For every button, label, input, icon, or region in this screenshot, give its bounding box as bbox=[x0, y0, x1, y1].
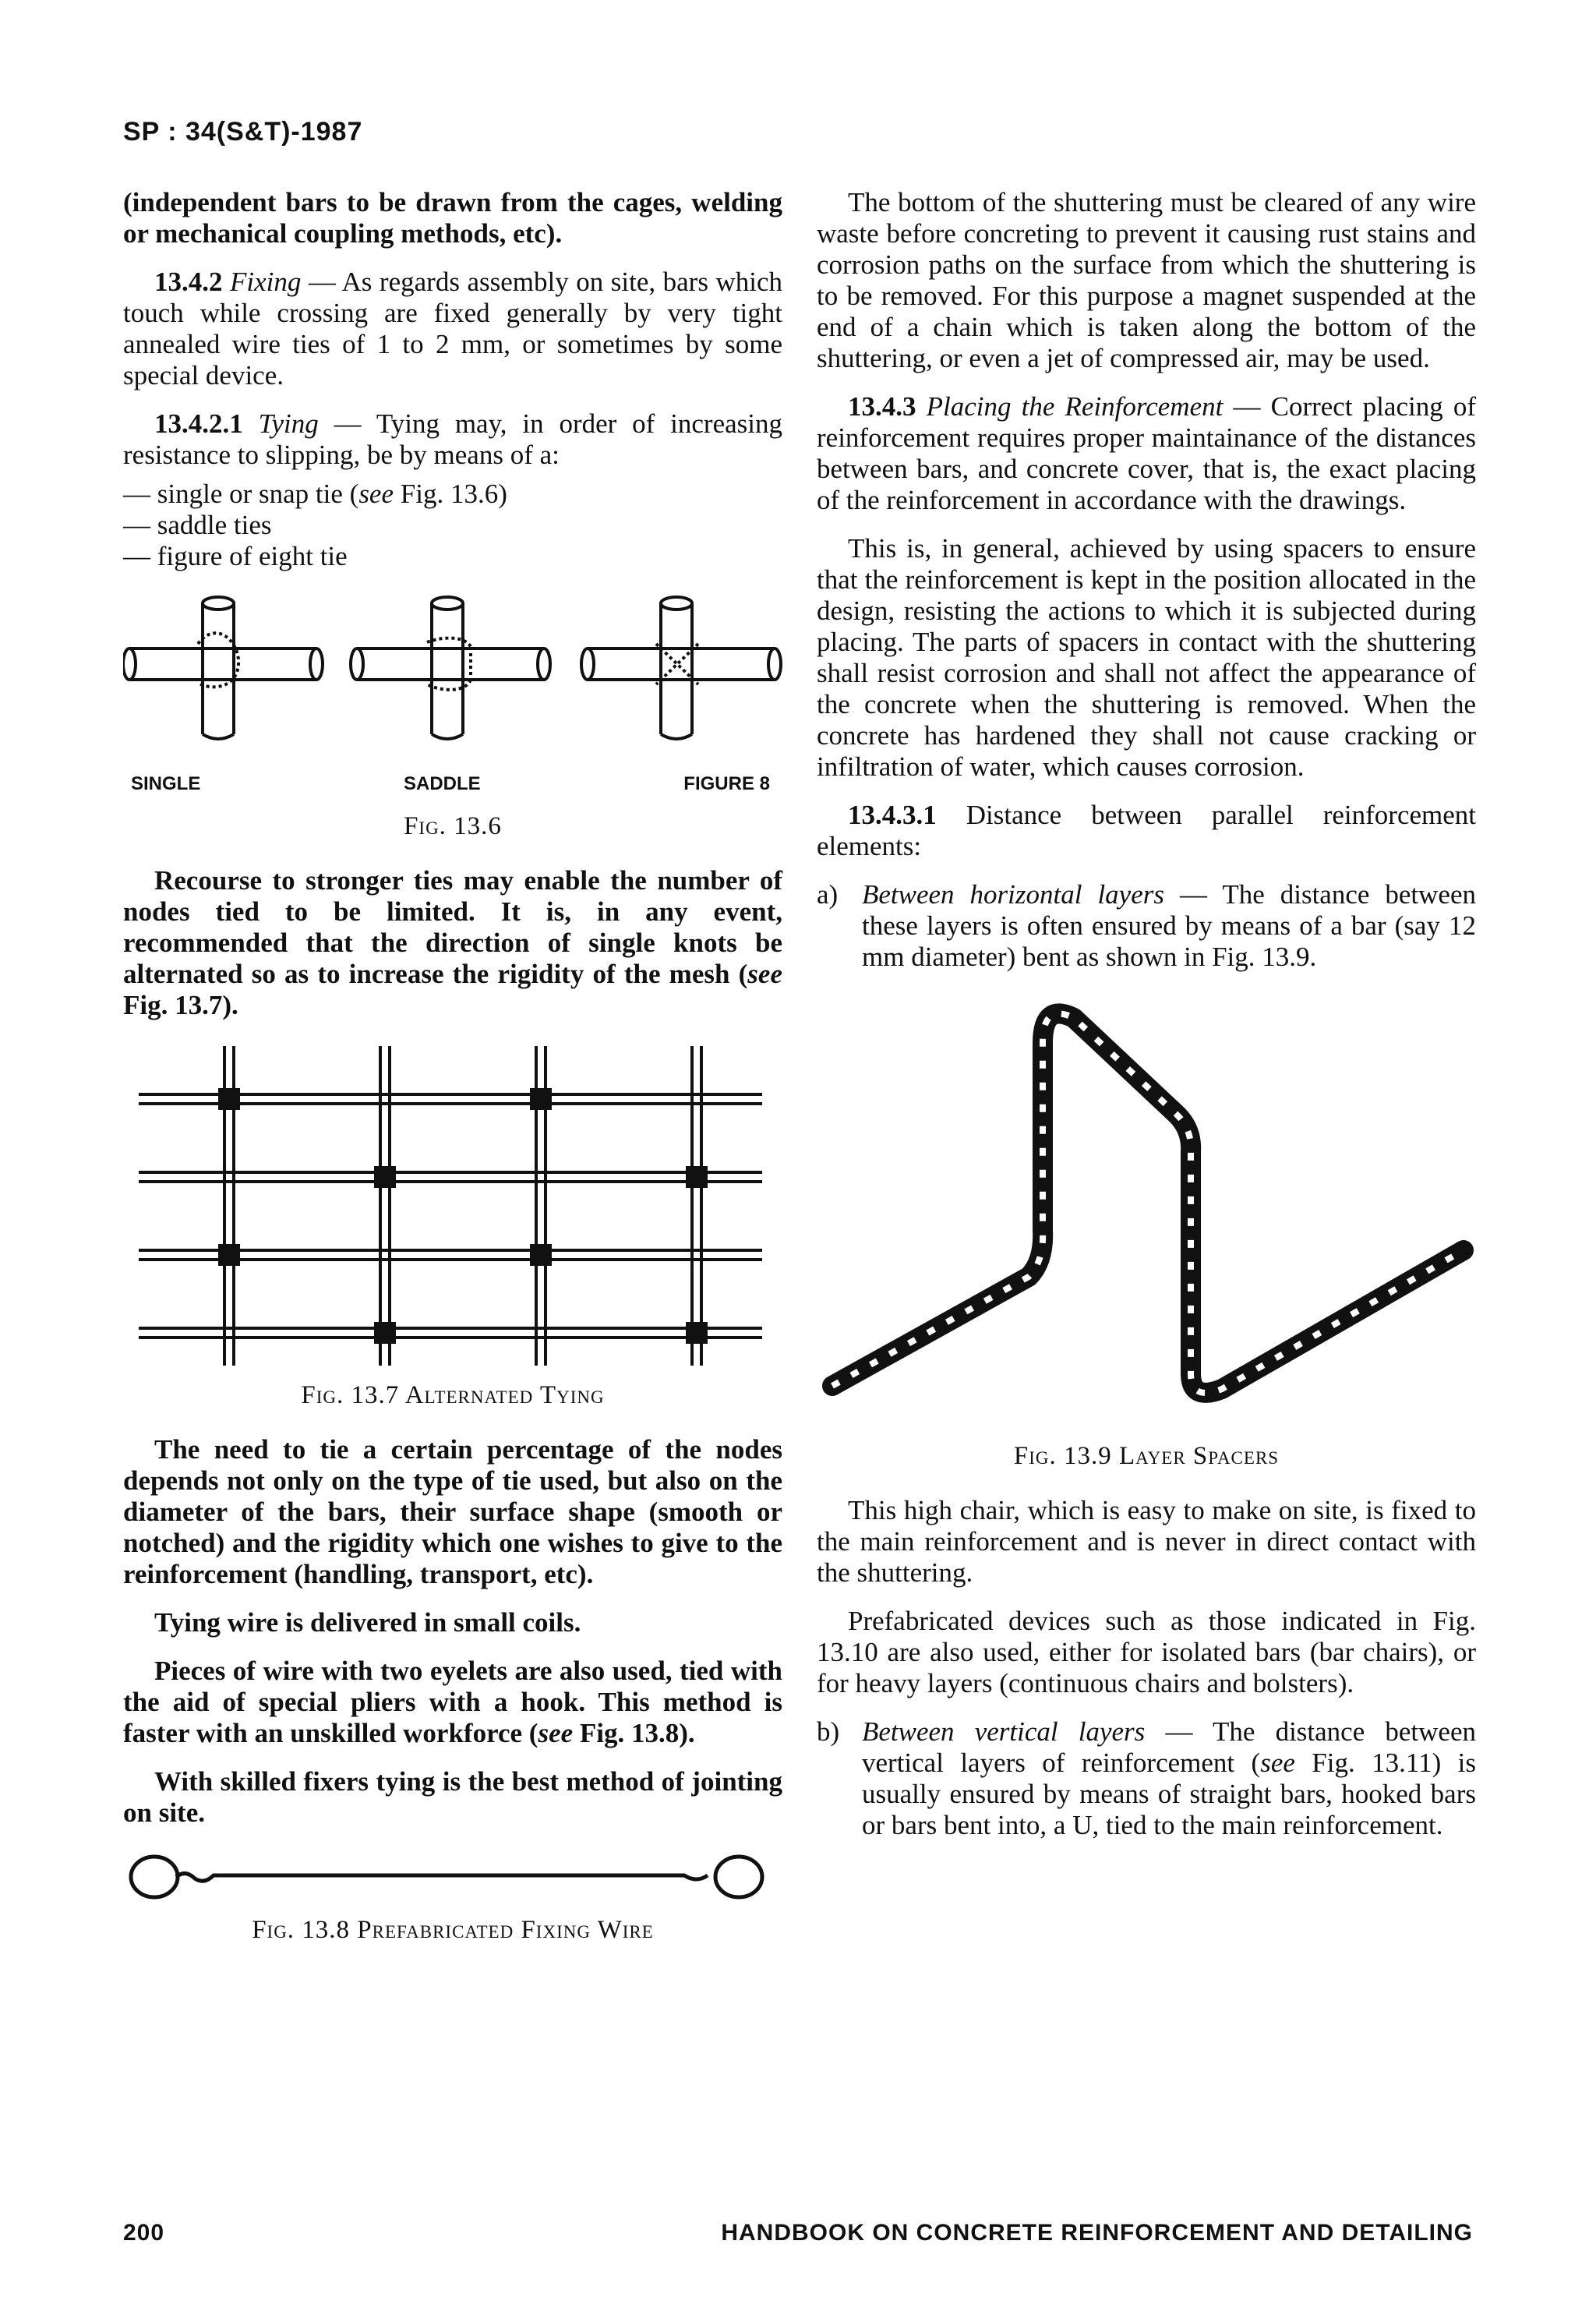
list-item-b: b) Between vertical layers — The distance between vertical layers of reinforcement (see Fig. 13.11) is usually ensured by means of straight bars, hooked bars or bars bent into, a U, tied to the main reinforcement. bbox=[817, 1716, 1477, 1840]
figure-13-9-layer-spacer bbox=[817, 988, 1476, 1425]
section-title: Placing the Reinforcement bbox=[926, 391, 1223, 422]
figure-13-7-caption: Fig. 13.7 Alternated Tying bbox=[301, 1381, 605, 1409]
section-number: 13.4.3.1 bbox=[848, 800, 937, 830]
figure-13-6-caption: Fig. 13.6 bbox=[404, 812, 502, 840]
page-number: 200 bbox=[123, 2220, 165, 2246]
item-title: Between vertical layers bbox=[862, 1716, 1146, 1747]
figure-13-7-alternated-tying bbox=[123, 1038, 782, 1373]
list-item: — saddle ties bbox=[123, 510, 272, 540]
figure-eight-tie-drawing bbox=[581, 597, 781, 739]
section-13-4-2 bbox=[123, 267, 782, 391]
single-tie-drawing bbox=[123, 597, 323, 739]
figure-13-8-fixing-wire bbox=[123, 1846, 782, 1908]
figure-13-8-caption: Fig. 13.8 Prefabricated Fixing Wire bbox=[252, 1916, 654, 1944]
list-item-a bbox=[817, 879, 1476, 973]
list-marker: b) bbox=[817, 1716, 840, 1747]
item-title: Between horizontal layers bbox=[862, 879, 1164, 910]
paragraph-coils: Tying wire is delivered in small coils. bbox=[154, 1607, 581, 1638]
section-13-4-3-1 bbox=[817, 800, 1476, 862]
book-title: HANDBOOK ON CONCRETE REINFORCEMENT AND DETAILING bbox=[721, 2220, 1473, 2246]
paragraph-prefabricated: Prefabricated devices such as those indicated in Fig. 13.10 are also used, either for isolated bars (bar chairs), or for heavy layers (continuous chairs and bolsters). bbox=[817, 1606, 1476, 1698]
left-column bbox=[123, 187, 782, 1969]
page-footer bbox=[123, 2220, 1473, 2246]
section-13-4-3 bbox=[817, 391, 1476, 516]
saddle-tie-drawing bbox=[351, 597, 550, 739]
paragraph-shuttering-bottom: The bottom of the shuttering must be cleared of any wire waste before concreting to prevent it causing rust stains and corrosion paths on the surface from which the shuttering is to be removed. For this purpose a magnet suspended at the end of a chain which is taken along the bottom of the shuttering, or even a jet of compressed air, may be used. bbox=[817, 187, 1476, 373]
paragraph-pieces: Pieces of wire with two eyelets are also used, tied with the aid of special pliers with a hook. This method is faster with an unskilled workforce (see Fig. 13.8). bbox=[123, 1656, 782, 1748]
section-13-4-2-1 bbox=[123, 408, 782, 471]
list-item: — figure of eight tie bbox=[123, 541, 348, 571]
label-single: SINGLE bbox=[131, 773, 201, 794]
section-text: Distance between parallel reinforcement elements: bbox=[817, 800, 1476, 861]
paragraph-spacers: This is, in general, achieved by using spacers to ensure that the reinforcement is kept in the position allocated in the design, resisting the actions to which it is subjected during placing. The parts of spacers in contact with the shuttering shall resist corrosion and shall not affect the appearance of the concrete when the shuttering is removed. When the concrete has hardened they shall not cause cracking or infiltration of water, which causes corrosion. bbox=[817, 533, 1476, 782]
paragraph-continuation: (independent bars to be drawn from the cages, welding or mechanical coupling methods, etc). bbox=[123, 187, 782, 249]
label-saddle: SADDLE bbox=[403, 773, 481, 794]
paragraph-skilled: With skilled fixers tying is the best method of jointing on site. bbox=[123, 1766, 782, 1828]
item-text: — The distance between these layers is often ensured by means of a bar (say 12 mm diameter) bent as shown in Fig. 13.9. bbox=[862, 879, 1476, 972]
section-title: Fixing bbox=[230, 267, 302, 297]
figure-13-9-caption: Fig. 13.9 Layer Spacers bbox=[1013, 1442, 1280, 1470]
section-text: — Tying may, in order of increasing resistance to slipping, be by means of a: bbox=[123, 408, 782, 470]
section-title: Tying bbox=[258, 408, 319, 439]
section-number: 13.4.2.1 bbox=[154, 408, 243, 439]
figure-13-6-labels bbox=[123, 769, 778, 800]
label-figure-8: FIGURE 8 bbox=[683, 773, 770, 794]
section-number: 13.4.2 bbox=[154, 267, 223, 297]
section-text: — Correct placing of reinforcement requires proper maintainance of the distances between bars, and concrete cover, that is, the exact placing of the reinforcement in accordance with the drawings. bbox=[817, 391, 1476, 515]
page-header-code: SP : 34(S&T)-1987 bbox=[123, 117, 363, 147]
paragraph-need: The need to tie a certain percentage of the nodes depends not only on the type of tie used, but also on the diameter of the bars, their surface shape (smooth or notched) and the rigidity which one wishes to give to the reinforcement (handling, transport, etc). bbox=[123, 1434, 782, 1589]
paragraph-high-chair: This high chair, which is easy to make on site, is fixed to the main reinforcement and is never in direct contact with the shuttering. bbox=[817, 1495, 1476, 1588]
tie-type-list bbox=[123, 479, 782, 572]
figure-13-6-tie-types bbox=[123, 588, 782, 767]
right-column bbox=[817, 187, 1476, 1857]
section-number: 13.4.3 bbox=[848, 391, 916, 422]
section-text: — As regards assembly on site, bars which touch while crossing are fixed generally by very tight annealed wire ties of 1 to 2 mm, or sometimes by some special device. bbox=[123, 267, 782, 391]
list-item: — single or snap tie (see Fig. 13.6) bbox=[123, 479, 507, 509]
list-marker: a) bbox=[817, 879, 839, 910]
item-text: — The distance between vertical layers of reinforcement ( bbox=[862, 1716, 1477, 1778]
paragraph-recourse: Recourse to stronger ties may enable the number of nodes tied to be limited. It is, in any event, recommended that the direction of single knots be alternated so as to increase the rigidity of the mesh (see Fig. 13.7). bbox=[123, 865, 782, 1020]
